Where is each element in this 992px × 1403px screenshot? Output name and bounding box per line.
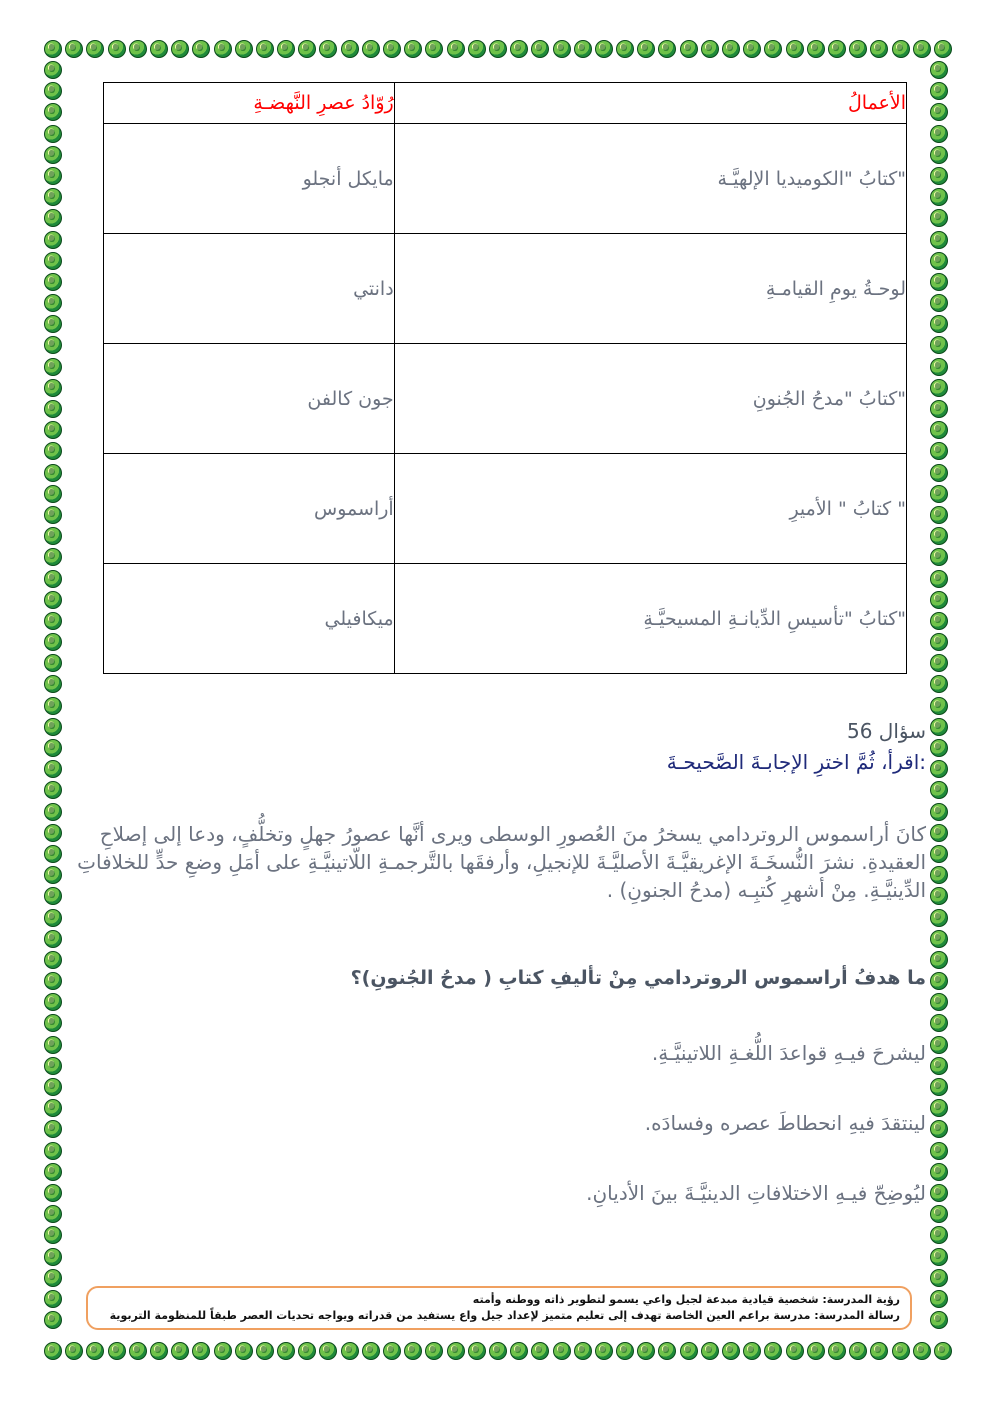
header-works: الأعمالُ xyxy=(394,83,906,124)
pioneer-cell: أراسموس xyxy=(104,454,395,564)
table-row xyxy=(104,234,907,344)
answer-option-2[interactable]: لينتقدَ فيهِ انحطاطَ عصره وفسادَه. xyxy=(644,1111,926,1135)
table-header-row xyxy=(104,83,907,124)
pioneer-cell: مايكل أنجلو xyxy=(104,124,395,234)
reading-passage: كانَ أراسموس الروتردامي يسخرُ منَ العُصورِ الوسطى ويرى أنَّها عصورُ جهلٍ وتخلُّفٍ، ودعا إلى إصلاحِ العقيدةِ. نشرَ النُّسخَـةَ الإغريقيَّـةَ الأصليَّـةَ للإنجيلِ، وأرفقَها بالتَّرجمـةِ اللّاتينيَّـةِ على أمَلِ وضعِ حدٍّ للخلافاتِ الدِّينيَّـةِ. مِنْ أشهرِ كُتبِـه (مدحُ الجنونِ) . xyxy=(77,822,926,902)
pioneer-cell: دانتي xyxy=(104,234,395,344)
school-vision: رؤية المدرسة: شخصية قيادية مبدعة لجيل واعي يسمو لتطوير ذاته ووطنه وأمته xyxy=(472,1293,900,1306)
answer-option-1[interactable]: ليشرحَ فيـهِ قواعدَ اللُّغـةِ اللاتينيَّـةِ. xyxy=(651,1041,926,1065)
header-pioneers: رُوّادُ عصرِ النَّهضـةِ xyxy=(104,83,395,124)
school-mission: رسالة المدرسة: مدرسة براعم العين الخاصة تهدف إلى تعليم متميز لإعداد جيل واع يستفيد من قدراته ويواجه تحديات العصر طبقاً للمنظومة التربوية xyxy=(109,1309,900,1322)
question-instruction: :اقرأ، ثُمَّ اخترِ الإجابـةَ الصَّحيحـةَ xyxy=(666,750,926,774)
work-cell: "كتابُ "مدحُ الجُنونِ xyxy=(394,344,906,454)
work-cell: لوحـةُ يومِ القيامـةِ xyxy=(394,234,906,344)
work-cell: " كتابُ " الأميرِ xyxy=(394,454,906,564)
table-row xyxy=(104,564,907,674)
table-row xyxy=(104,454,907,564)
school-footer xyxy=(86,1286,912,1330)
work-cell: "كتابُ "الكوميديا الإلهيَّـة xyxy=(394,124,906,234)
question-number: سؤال 56 xyxy=(847,719,926,743)
answer-option-3[interactable]: ليُوضِحّ فيـهِ الاختلافاتِ الدينيَّـةَ بينَ الأديانِ. xyxy=(586,1181,926,1205)
pioneer-cell: ميكافيلي xyxy=(104,564,395,674)
table-row xyxy=(104,344,907,454)
work-cell: "كتابُ "تأسيسِ الدِّيانـةِ المسيحيَّـةِ xyxy=(394,564,906,674)
question-prompt: ما هدفُ أراسموس الروتردامي مِنْ تأليفِ كتابِ ( مدحُ الجُنونِ)؟ xyxy=(350,967,926,989)
matching-table xyxy=(103,82,907,674)
table-row xyxy=(104,124,907,234)
pioneer-cell: جون كالفن xyxy=(104,344,395,454)
